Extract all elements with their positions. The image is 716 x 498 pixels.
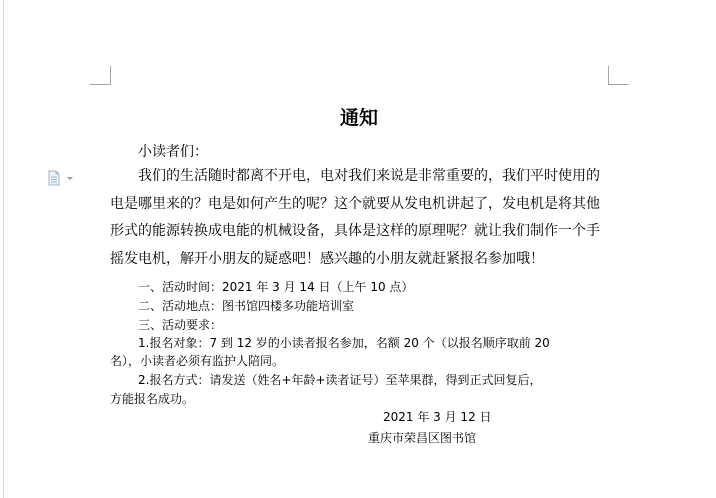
salutation: 小读者们： bbox=[138, 144, 208, 160]
chevron-down-icon bbox=[67, 177, 73, 180]
document-signature: 重庆市荣昌区图书馆 bbox=[368, 431, 477, 445]
document-date: 2021 年 3 月 12 日 bbox=[383, 410, 492, 424]
requirement-1: 1.报名对象：7 到 12 岁的小读者报名参加，名额 20 个（以报名顺序取前 20 bbox=[138, 336, 550, 350]
body-line: 摇发电机，解开小朋友的疑惑吧！感兴趣的小朋友就赶紧报名参加哦！ bbox=[110, 251, 544, 267]
page-edge bbox=[3, 0, 4, 498]
paragraph-options-button[interactable] bbox=[47, 170, 77, 186]
requirement-2-cont: 方能报名成功。 bbox=[110, 392, 195, 406]
body-line: 形式的能源转换成电能的机械设备，具体是这样的原理呢？就让我们制作一个手 bbox=[110, 223, 600, 239]
requirement-1-cont: 名），小读者必须有监护人陪同。 bbox=[110, 354, 285, 368]
detail-requirements: 三、活动要求： bbox=[138, 318, 223, 332]
document-icon bbox=[47, 170, 77, 186]
requirement-2: 2.报名方式：请发送（姓名+年龄+读者证号）至苹果群，得到正式回复后， bbox=[138, 373, 542, 387]
detail-time: 一、活动时间：2021 年 3 月 14 日（上午 10 点） bbox=[138, 280, 414, 294]
margin-corner-mark-right bbox=[608, 66, 629, 85]
body-line: 电是哪里来的？电是如何产生的呢？这个就要从发电机讲起了，发电机是将其他 bbox=[110, 196, 600, 212]
margin-corner-mark-left bbox=[90, 66, 111, 85]
document-title: 通知 bbox=[339, 107, 378, 129]
detail-location: 二、活动地点：图书馆四楼多功能培训室 bbox=[138, 299, 355, 313]
body-line: 我们的生活随时都离不开电，电对我们来说是非常重要的，我们平时使用的 bbox=[138, 168, 600, 184]
